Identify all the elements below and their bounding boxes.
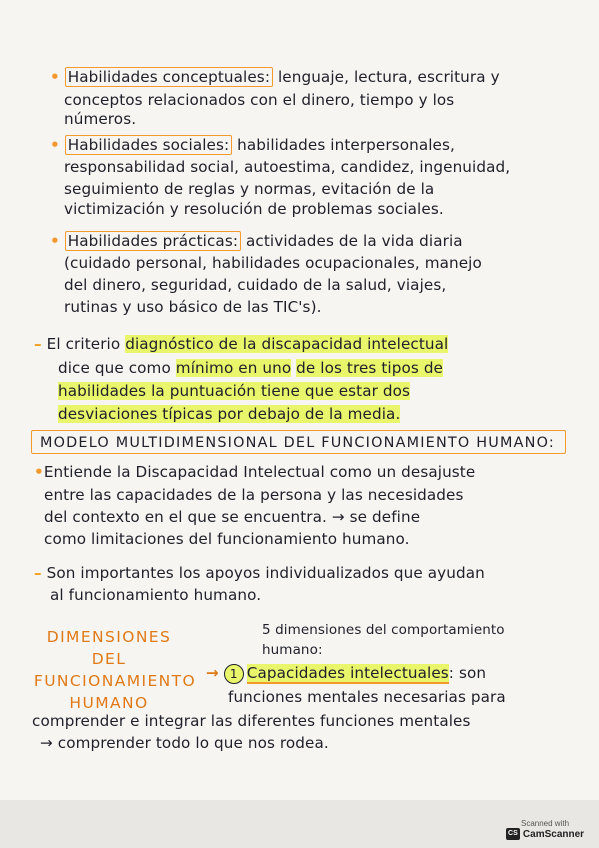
dimension-item-1: → 1 Capacidades intelectuales: son	[206, 664, 487, 682]
dimensiones-heading: HUMANO	[69, 694, 149, 712]
text-line: funciones mentales necesarias para	[228, 688, 506, 706]
text-line: al funcionamiento humano.	[50, 586, 262, 604]
camscanner-watermark: Scanned with CS CamScanner	[503, 819, 587, 840]
modelo-line-1: •Entiende la Discapacidad Intelectual como un desajuste	[34, 463, 476, 481]
bullet-sociales: • Habilidades sociales: habilidades interpersonales,	[50, 136, 455, 154]
modelo-heading: MODELO MULTIDIMENSIONAL DEL FUNCIONAMIENTO HUMANO:	[31, 430, 566, 454]
text-line: como limitaciones del funcionamiento humano.	[44, 530, 410, 548]
text-line: números.	[64, 110, 137, 128]
text-line: entre las capacidades de la persona y las necesidades	[44, 486, 464, 504]
dimensiones-note: 5 dimensiones del comportamiento	[262, 622, 505, 638]
camscanner-logo-icon: CS	[506, 828, 520, 840]
text-line: responsabilidad social, autoestima, candidez, ingenuidad,	[64, 158, 511, 176]
text-line: victimización y resolución de problemas sociales.	[64, 200, 444, 218]
number-circle: 1	[224, 664, 244, 684]
text-line: del contexto en el que se encuentra. → se define	[44, 508, 421, 526]
criterio-line-3: habilidades la puntuación tiene que estar dos	[58, 382, 411, 400]
criterio-line-1: – El criterio diagnóstico de la discapacidad intelectual	[34, 335, 449, 353]
text-line: rutinas y uso básico de las TIC's).	[64, 298, 322, 316]
text-line: conceptos relacionados con el dinero, tiempo y los	[64, 91, 455, 109]
arrow-right-icon: →	[206, 664, 219, 682]
text-line: seguimiento de reglas y normas, evitación de la	[64, 180, 435, 198]
label-sociales: Habilidades sociales:	[65, 135, 232, 155]
dimensiones-heading: FUNCIONAMIENTO	[33, 672, 197, 690]
bullet-conceptuales: • Habilidades conceptuales: lenguaje, lectura, escritura y	[50, 68, 500, 86]
dimensiones-heading: DEL	[91, 650, 127, 668]
label-practicas: Habilidades prácticas:	[65, 231, 241, 251]
text-line: → comprender todo lo que nos rodea.	[40, 734, 329, 752]
text-line: (cuidado personal, habilidades ocupacionales, manejo	[64, 254, 482, 272]
dimensiones-heading: DIMENSIONES	[46, 628, 172, 646]
modelo-line-5: – Son importantes los apoyos individualizados que ayudan	[34, 564, 485, 582]
criterio-line-2: dice que como mínimo en uno de los tres tipos de	[58, 359, 444, 377]
text-line: del dinero, seguridad, cuidado de la salud, viajes,	[64, 276, 447, 294]
label-conceptuales: Habilidades conceptuales:	[65, 67, 273, 87]
dimensiones-note: humano:	[262, 642, 323, 658]
criterio-line-4: desviaciones típicas por debajo de la media.	[58, 405, 401, 423]
text-line: comprender e integrar las diferentes funciones mentales	[32, 712, 471, 730]
bullet-practicas: • Habilidades prácticas: actividades de la vida diaria	[50, 232, 463, 250]
